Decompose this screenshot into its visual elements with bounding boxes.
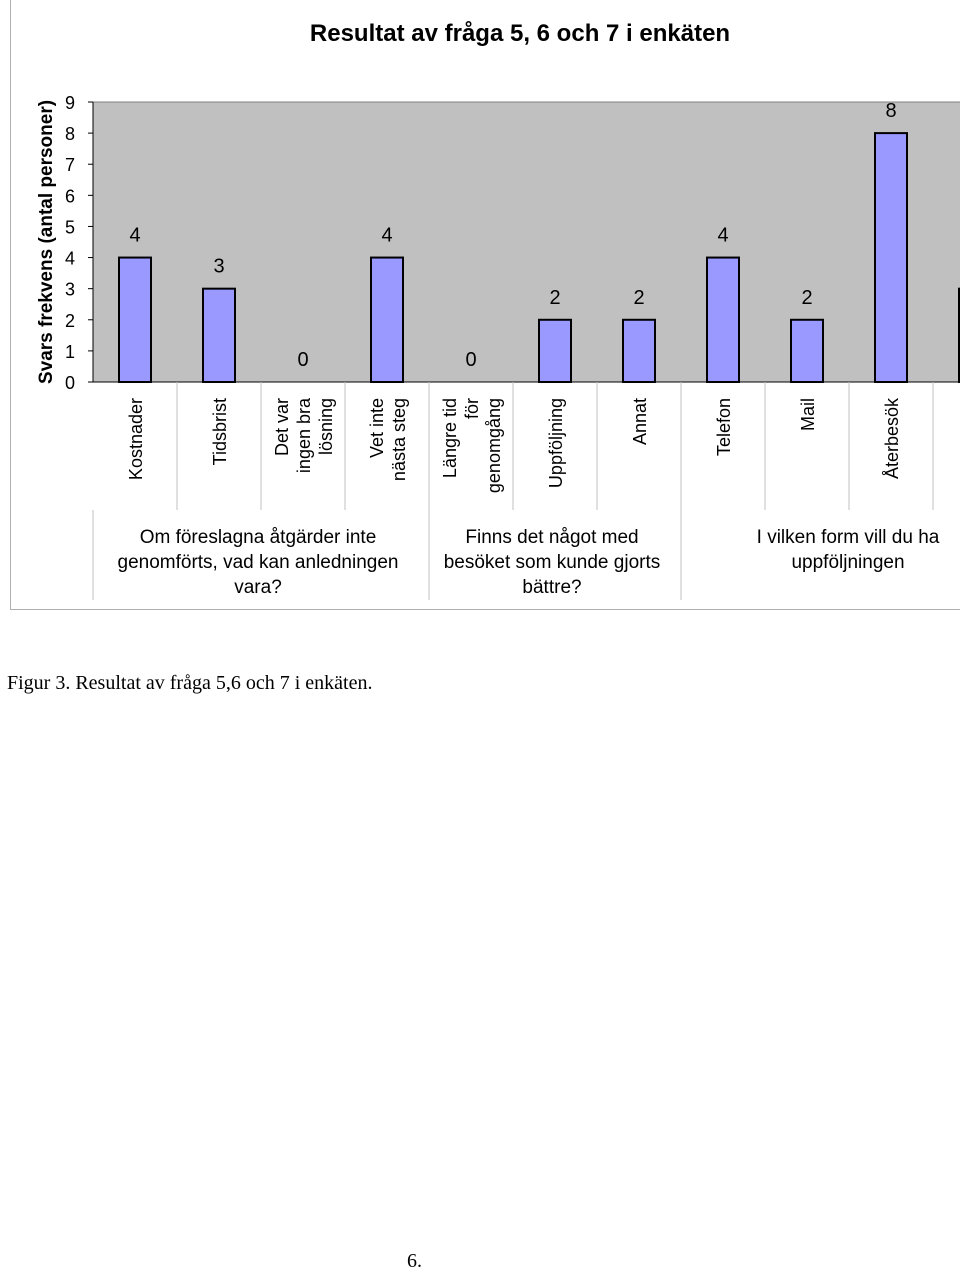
group-label: Om föreslagna åtgärder inte: [139, 527, 377, 548]
data-label: 2: [549, 286, 561, 309]
y-tick-label: 0: [64, 373, 76, 393]
data-label: 3: [213, 255, 225, 278]
category-label: Uppföljning: [546, 398, 566, 489]
y-tick-label: 6: [64, 186, 76, 207]
category-label: Tidsbrist: [210, 398, 230, 466]
category-label: Återbesök: [882, 398, 902, 480]
category-label: för: [462, 398, 482, 420]
y-tick-label: 2: [64, 310, 76, 331]
category-label: lösning: [316, 398, 336, 456]
data-label: 4: [717, 224, 729, 247]
bar: [203, 289, 235, 382]
group-label: besöket som kunde gjorts: [443, 552, 661, 573]
data-label: 2: [801, 286, 813, 309]
bar: [371, 258, 403, 382]
group-label: bättre?: [522, 577, 582, 598]
category-label: Kostnader: [126, 398, 146, 481]
chart-title: Resultat av fråga 5, 6 och 7 i enkäten: [309, 20, 731, 47]
data-label: 8: [885, 100, 897, 123]
y-axis-label: Svars frekvens (antal personer): [36, 99, 57, 385]
y-tick-label: 7: [64, 155, 76, 176]
figure-caption: Figur 3. Resultat av fråga 5,6 och 7 i enkäten.: [7, 672, 373, 694]
bar: [539, 320, 571, 382]
category-label: Mail: [798, 398, 818, 432]
bar: [791, 320, 823, 382]
y-tick-label: 9: [64, 93, 76, 113]
data-label: 4: [129, 224, 141, 247]
group-label: I vilken form vill du ha: [756, 527, 940, 548]
y-tick-label: 1: [64, 341, 76, 362]
group-label: Finns det något med: [465, 527, 639, 548]
data-label: 4: [381, 224, 393, 247]
category-label: Det var: [272, 398, 292, 457]
category-label: nästa steg: [389, 398, 409, 482]
group-label: vara?: [234, 577, 282, 598]
y-tick-label: 3: [64, 279, 76, 300]
data-label: 0: [297, 349, 309, 371]
y-tick-label: 8: [64, 124, 76, 145]
data-label: 0: [465, 349, 477, 371]
bar: [707, 258, 739, 382]
category-label: Längre tid: [440, 398, 460, 479]
bar-chart: [0, 0, 960, 620]
y-tick-label: 4: [64, 248, 76, 269]
category-label: genomgång: [484, 398, 504, 494]
category-label: Vet inte: [367, 398, 387, 459]
page-number: 6.: [407, 1250, 422, 1272]
bar: [119, 258, 151, 382]
group-label: uppföljningen: [791, 552, 905, 573]
y-tick-label: 5: [64, 217, 76, 238]
bar: [623, 320, 655, 382]
category-label: Telefon: [714, 398, 734, 457]
group-label: genomförts, vad kan anledningen: [117, 552, 399, 573]
category-label: ingen bra: [294, 398, 314, 474]
category-label: Annat: [630, 398, 650, 446]
bar: [875, 133, 907, 382]
data-label: 2: [633, 286, 645, 309]
